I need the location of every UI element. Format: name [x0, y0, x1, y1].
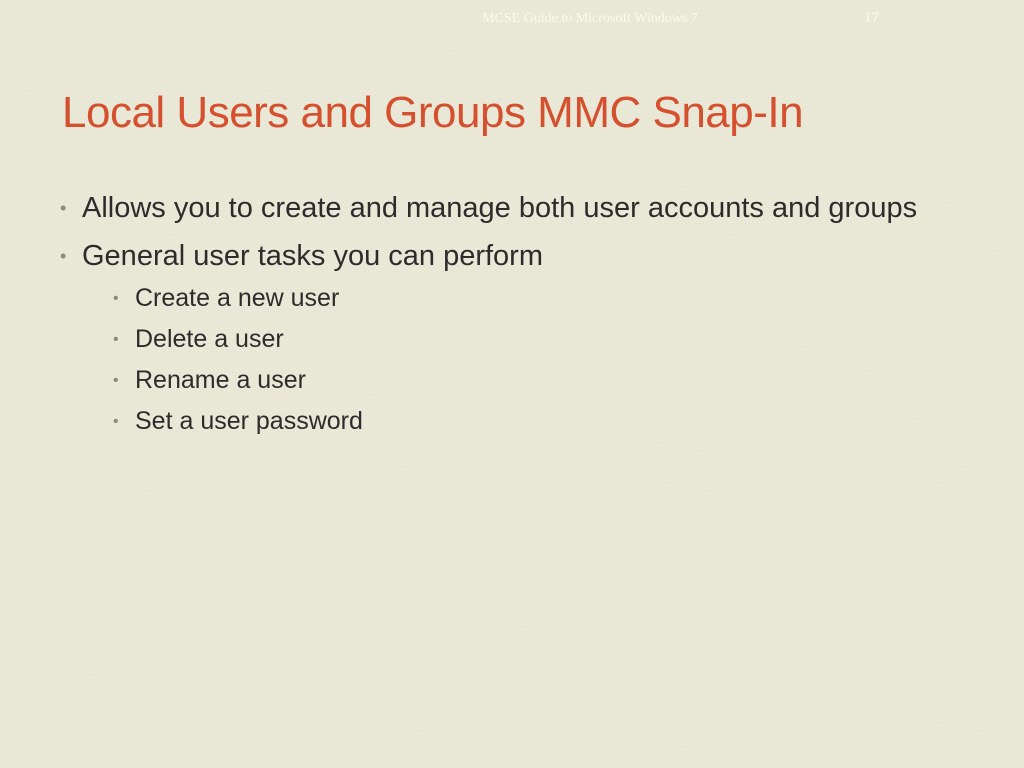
- sub-bullet-text: Set a user password: [135, 407, 363, 435]
- sub-bullet-icon: •: [113, 331, 119, 348]
- sub-bullet-text: Create a new user: [135, 284, 340, 312]
- sub-bullet-list: [82, 278, 980, 442]
- sub-bullet-item: [113, 278, 980, 319]
- sub-bullet-text: Rename a user: [135, 366, 306, 394]
- bullet-item: [60, 236, 980, 442]
- sub-bullet-item: [113, 319, 980, 360]
- sub-bullet-item: [113, 401, 980, 442]
- bullet-text: General user tasks you can perform: [82, 240, 543, 272]
- bullet-icon: •: [60, 246, 67, 266]
- slide-title: Local Users and Groups MMC Snap-In: [62, 88, 804, 137]
- sub-bullet-icon: •: [113, 413, 119, 430]
- bullet-list: [60, 188, 980, 442]
- bullet-item: [60, 188, 980, 228]
- slide-number: 17: [864, 10, 879, 26]
- sub-bullet-icon: •: [113, 372, 119, 389]
- bullet-icon: •: [60, 198, 67, 218]
- bullet-text: Allows you to create and manage both user accounts and groups: [82, 192, 918, 224]
- sub-bullet-item: [113, 360, 980, 401]
- sub-bullet-text: Delete a user: [135, 325, 284, 353]
- slide-content: [60, 188, 980, 450]
- header-footer-text: MCSE Guide to Microsoft Windows 7: [482, 11, 698, 26]
- sub-bullet-icon: •: [113, 290, 119, 307]
